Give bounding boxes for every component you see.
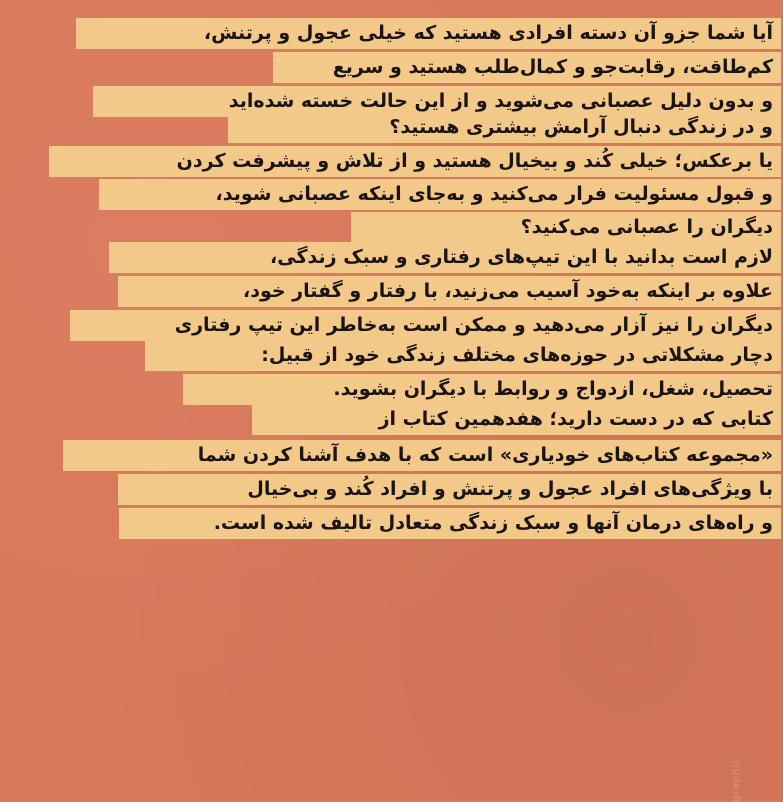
blurb-line: آیا شما جزو آن دسته افرادی هستید که خیلی عجول و پرتنش، (76, 18, 781, 49)
blurb-line: کتابی که در دست دارید؛ هفدهمین کتاب از (252, 404, 781, 435)
blurb-line: یا برعکس؛ خیلی کُند و بیخیال هستید و از تلاش و پیشرفت کردن (49, 146, 781, 177)
blurb-line: تحصیل، شغل، ازدواج و روابط با دیگران بشوید. (183, 374, 781, 405)
blurb-line: کم‌طاقت، رقابت‌جو و کمال‌طلب هستید و سریع (273, 52, 781, 83)
blurb-line: دیگران را نیز آزار می‌دهید و ممکن است به‌خاطر این تیپ رفتاری (70, 310, 781, 341)
blurb-line: علاوه بر اینکه به‌خود آسیب می‌زنید، با رفتار و گفتار خود، (118, 276, 781, 307)
blurb-line: و راه‌های درمان آنها و سبک زندگی متعادل تالیف شده است. (119, 508, 781, 539)
blurb-line: لازم است بدانید با این تیپ‌های رفتاری و سبک زندگی، (109, 242, 781, 273)
blurb-line: با ویژگی‌های افراد عجول و پرتنش و افراد کُند و بی‌خیال (118, 474, 781, 505)
blurb-line: و بدون دلیل عصبانی می‌شوید و از این حالت خسته شده‌اید (93, 86, 781, 117)
blurb-line: «مجموعه کتاب‌های خودیاری» است که با هدف آشنا کردن شما (63, 440, 781, 471)
blurb-line: دیگران را عصبانی می‌کنید؟ (351, 212, 781, 243)
blurb-line: و در زندگی دنبال آرامش بیشتری هستید؟ (228, 112, 781, 143)
publisher-watermark: graphic (731, 757, 742, 802)
blurb-line: دچار مشکلاتی در حوزه‌های مختلف زندگی خود از قبیل: (145, 340, 781, 371)
blurb-line: و قبول مسئولیت فرار می‌کنید و به‌جای اینکه عصبانی شوید، (99, 179, 781, 210)
